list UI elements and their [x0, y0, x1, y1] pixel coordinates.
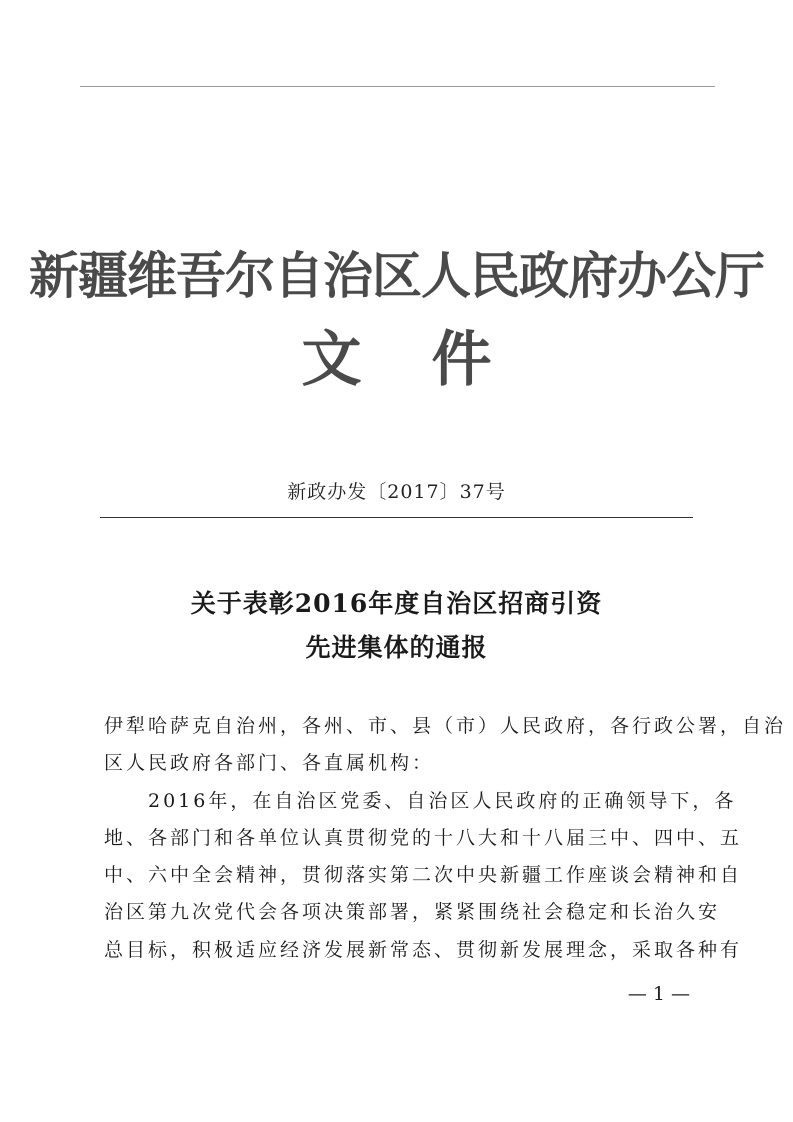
body-line: 地、各部门和各单位认真贯彻党的十八大和十八届三中、四中、五 [104, 826, 743, 849]
body-line: 中、六中全会精神，贯彻落实第二次中央新疆工作座谈会精神和自 [104, 864, 743, 887]
page-number: — 1 — [627, 983, 690, 1005]
body-line: 总目标，积极适应经济发展新常态、贯彻新发展理念，采取各种有 [104, 938, 743, 961]
title-line-2: 先进集体的通报 [305, 633, 488, 662]
body-line: 区人民政府各部门、各直属机构： [104, 752, 435, 775]
document-kind: 文件 [301, 325, 562, 395]
document-number: 新政办发〔2017〕37号 [287, 481, 506, 503]
body-line: 伊犁哈萨克自治州，各州、市、县（市）人民政府，各行政公署，自治 [104, 715, 787, 737]
title-line-1: 关于表彰2016年度自治区招商引资 [190, 589, 603, 618]
top-divider [80, 86, 715, 87]
body-line: 治区第九次党代会各项决策部署，紧紧围绕社会稳定和长治久安 [104, 901, 721, 924]
body-text [104, 708, 787, 969]
body-line: 2016年，在自治区党委、自治区人民政府的正确领导下，各 [104, 789, 737, 812]
document-title [0, 582, 793, 670]
issuing-authority: 新疆维吾尔自治区人民政府办公厅 [29, 247, 764, 305]
header-divider [100, 517, 693, 518]
